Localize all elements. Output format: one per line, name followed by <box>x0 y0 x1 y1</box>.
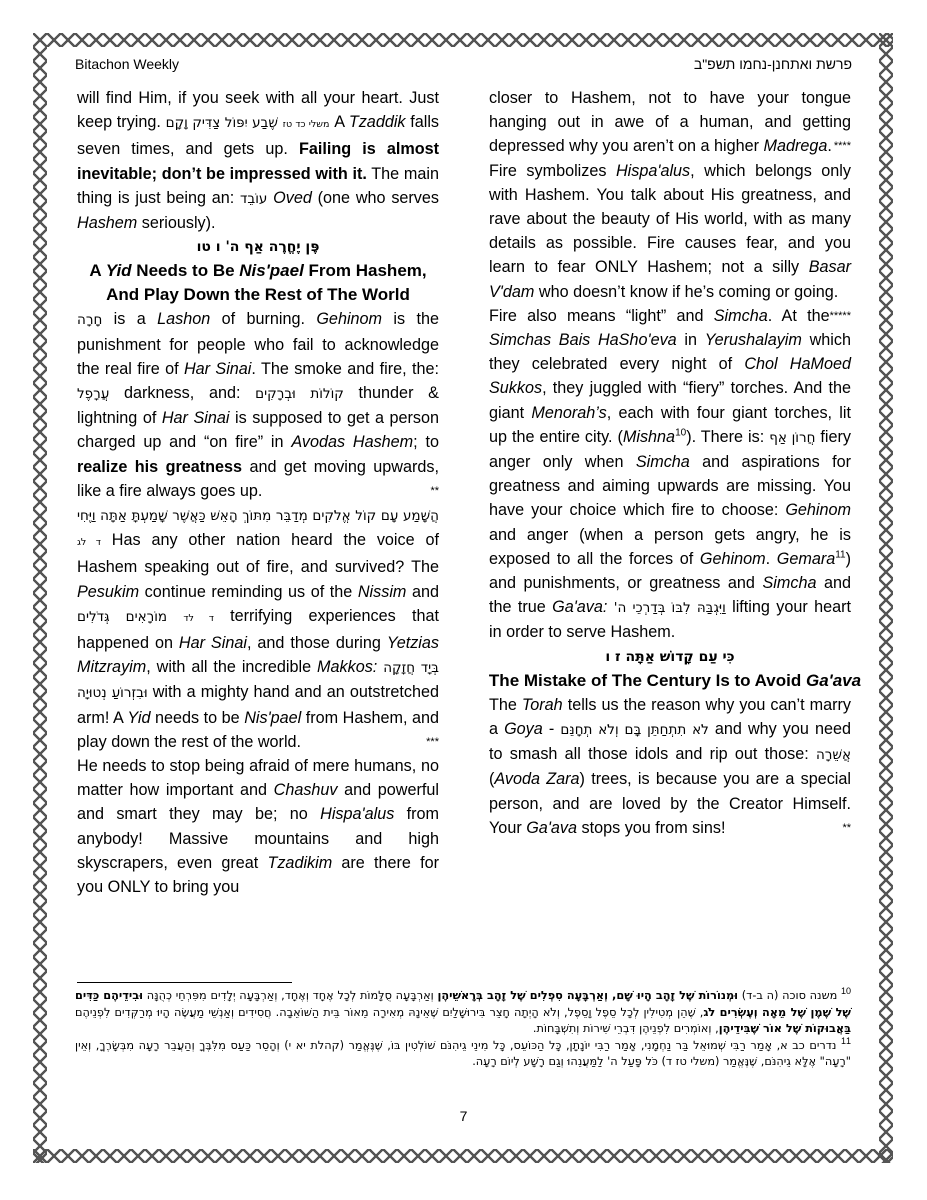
paragraph: חָרָה is a Lashon of burning. Gehinom is the punishment for people who fail to acknowledge the real fire of Har Sinai. The smoke and fire, the: עֲרָפֶל darkness, and: קוֹלוֹת וּבְרָקִים thunder & lightning of Har Sinai is supposed to get a person charged up and “on fire” in Avodas Hashem; to realize his greatness and get moving upwards, like a fire always goes up. ** <box>77 307 439 503</box>
footnote-ref-11[interactable]: 11 <box>835 549 846 561</box>
paragraph: Fire symbolizes Hispa'alus, which belongs only with Hashem. You talk about His greatness, and rave about the beauty of His world, with as many details as possible. Fire causes fear, and you learn to fear ONLY Hashem; not a silly Basar V'dam who doesn’t know if he’s coming or going. ***** <box>489 159 851 304</box>
border-top <box>33 33 893 47</box>
source-reference: משלי כד טז <box>282 119 330 131</box>
paragraph: will find Him, if you seek with all your heart. Just keep trying. שֶׁבַע יִפּוֹל צַדִּיק וָקָם משלי כד טז A Tzaddik falls seven times, and gets up. Failing is almost inevitable; don’t be impressed with it. The main thing is just being an: עוֹבֵד Oved (one who serves Hashem seriously). <box>77 89 440 233</box>
border-bottom <box>33 1149 893 1163</box>
section-separator-stars: ***** <box>829 309 851 322</box>
footnote-10: $^{10}$ משנה סוכה (ה ב-ד) וּמְנוֹרוֹת שֶׁל זָהָב הָיוּ שָׁם, וְאַרְבָּעָה סִפְלִים שֶׁל זָהָב בְּרָאשֵׁיהֶן וְאַרְבָּעָה סֻלָּמוֹת לְכָל אֶחָד וְאֶחָד, וְאַרְבָּעָה יְלָדִים מִפִּרְחֵי כְהֻנָּה וּבִידֵיהֶם כַּדִּים שֶׁל שֶׁמֶן שֶׁל מֵאָה וְעֶשְׂרִים לֹג, שֶׁהֵן מְטִילִין לְכָל סֵפֶל וָסֵפֶל, וְלֹא הָיְתָה חָצֵר בִּירוּשָׁלַיִם שֶׁאֵינָהּ מְאִירָה מֵאוֹר בֵּית הַשּׁוֹאֵבָה. חֲסִידִים וְאַנְשֵׁי מַעֲשֶׂה הָיוּ מְרַקְּדִים לִפְנֵיהֶם בַּאֲבוּקוֹת שֶׁל אוֹר שֶׁבִּידֵיהֶן, וְאוֹמְרִים לִפְנֵיהֶן דִּבְרֵי שִׁירוֹת וְתִשְׁבָּחוֹת. <box>75 986 851 1035</box>
section-title: A Yid Needs to Be Nis'pael From Hashem, And Play Down the Rest of The World <box>89 261 427 305</box>
section-separator-stars: **** <box>833 140 851 153</box>
section-separator-stars: ** <box>430 484 439 497</box>
paragraph: closer to Hashem, not to have your tongue hanging out in awe of a human, and getting depressed why you aren’t on a higher Madrega. **** <box>489 86 851 159</box>
paragraph: Fire also means “light” and Simcha. At the Simchas Bais HaSho'eva in Yerushalayim which they celebrated every night of Chol HaMoed Sukkos, they juggled with “fiery” torches. And the giant Menorah’s, each with four giant torches, lit up the entire city. (Mishna$^{10}$). There is: חֲרוֹן אַף fiery anger only when Simcha and aspirations for greatness and aiming upwards are missing. You have your choice which fire to choose: Gehinom and anger (when a person gets angry, he is exposed to all the forces of Gehinom. Gemara$^{11}$) and punishments, or greatness and Simcha and the true Ga'ava: וַיִּגְבַּהּ לִבּוֹ בְּדַרְכֵי ה' lifting your heart in order to serve Hashem. <box>489 306 851 642</box>
paragraph: The Torah tells us the reason why you can’t marry a Goya - לֹא תִתְחַתֵּן בָּם וְלֹא תְחָנֵּם and why you need to smash all those idols and rip out those: אֲשֵׁרָה (Avoda Zara) trees, is because you are a special person, and are loved by the Creator Himself. Your Ga'ava stops you from sins! ** <box>489 693 851 840</box>
footnote-11: $^{11}$ נדרים כב א, אָמַר רַבִּי שְׁמוּאֵל בַּר נַחְמָנִי, אָמַר רַבִּי יוֹנָתָן, כָּל הַכּוֹעֵס, כָּל מִינֵי גֵיהִנֹּם שׁוֹלְטִין בּוֹ, שֶׁנֶּאֱמַר (קהלת יא י) וְהָסֵר כַּעַס מִלִּבֶּךָ וְהַעֲבֵר רָעָה מִבְּשָׂרֶךָ, וְאֵין "רָעָה" אֶלָּא גֵיהִנֹּם, שֶׁנֶּאֱמַר (משלי טז ד) כֹּל פָּעַל ה' לַמַּעֲנֵהוּ וְגַם רָשָׁע לְיוֹם רָעָה. <box>75 1035 851 1068</box>
border-left <box>33 33 47 1163</box>
footnote-separator <box>77 982 292 983</box>
footnote-number: 10 <box>840 986 851 997</box>
paragraph: He needs to stop being afraid of mere humans, no matter how important and Chashuv and powerful and smart they may be; no Hispa'alus from anybody! Massive mountains and high skyscrapers, even great Tzadikim are there for you ONLY to bring you <box>77 757 439 897</box>
parsha-name: פרשת ואתחנן-נחמו תשפ"ב <box>693 56 852 72</box>
section-separator-stars: *** <box>426 735 439 748</box>
hebrew-word: עוֹבֵד <box>240 190 268 207</box>
footnote-ref-10[interactable]: 10 <box>675 427 687 439</box>
paragraph: הֲשָׁמַע עָם קוֹל אֱלֹקִים מְדַבֵּר מִתּוֹךְ הָאֵשׁ כַּאֲשֶׁר שָׁמַעְתָּ אַתָּה וַיֶּחִי ד לג Has any other nation heard the voice of Hashem speaking out of fire, and survived? The Pesukim continue reminding us of the Nissim and מוֹרָאִים גְּדֹלִים ד לד terrifying experiences that happened on Har Sinai, and those during Yetzias Mitzrayim, with all the incredible Makkos: בְּיָד חֲזָקָה וּבִזְרוֹעַ נְטוּיָה with a mighty hand and an outstretched arm! A Yid needs to be Nis'pael from Hashem, and play down the rest of the world. *** <box>77 503 439 754</box>
border-right <box>879 33 893 1163</box>
right-column <box>488 86 862 840</box>
section-separator-stars: ** <box>842 821 851 834</box>
section-hebrew-heading: כִּי עַם קָדוֹשׁ אַתָּה ז ו <box>605 648 735 665</box>
section-hebrew-heading: פֶּן יֶחֱרֶה אַף ה' ו טו <box>196 239 320 256</box>
footnote-number: 11 <box>840 1035 851 1046</box>
footnotes <box>75 988 851 1071</box>
hebrew-quote: שֶׁבַע יִפּוֹל צַדִּיק וָקָם <box>165 115 278 132</box>
page-number: 7 <box>459 1108 468 1124</box>
left-column <box>77 86 439 899</box>
page-header <box>75 56 852 76</box>
emphasis: Failing is almost inevitable; don’t be impressed with it. <box>77 140 439 183</box>
publication-name: Bitachon Weekly <box>75 56 180 72</box>
section-title: The Mistake of The Century Is to Avoid Ga'ava <box>488 670 862 690</box>
